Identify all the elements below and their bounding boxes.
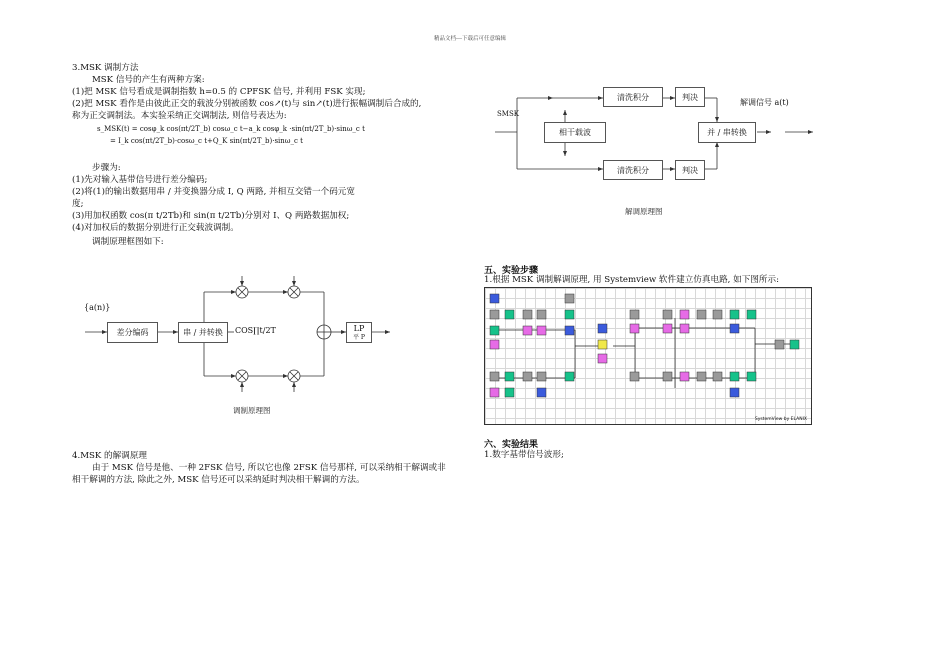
step3-text: (3)用加权函数 cos(π t/2Tb)和 sin(π t/2Tb)分别对 I、Q 两路数据加权; bbox=[72, 211, 350, 221]
item2b-text: 称为正交调制法。本实验采纳正交调制法, 则信号表达为: bbox=[72, 111, 287, 121]
decide-bottom-label: 判决 bbox=[682, 165, 698, 175]
section5-title: 五、实验步骤 bbox=[484, 266, 539, 276]
decide-top-box bbox=[675, 87, 705, 107]
systemview-circuit bbox=[484, 287, 812, 425]
sp-converter-label: 串 / 并转换 bbox=[183, 328, 223, 337]
intro-text: MSK 信号的产生有两种方案: bbox=[92, 75, 205, 85]
systemview-footer: SystemView by ELANIX bbox=[754, 417, 807, 422]
lp-label: LP bbox=[353, 323, 365, 333]
integrate-bottom-box bbox=[603, 160, 663, 180]
section6-title: 六、实验结果 bbox=[484, 440, 539, 450]
formula-line-1: s_MSK(t) = cosφ_k cos(πt/2T_b) cosω_c t−a_k cosφ_k ·sin(πt/2T_b)·sinω_c t bbox=[97, 125, 365, 133]
diff-encoder-box bbox=[107, 322, 158, 343]
circuit-blocks bbox=[485, 288, 811, 424]
cos-label: COS∏t/2T bbox=[235, 326, 276, 335]
carrier-box bbox=[544, 122, 606, 143]
step2-text: (2)将(1)的输出数据用串 / 并变换器分成 I, Q 两路, 并相互交错一个码元宽 bbox=[72, 187, 355, 197]
step5-text: 1.根据 MSK 调制解调原理, 用 Systemview 软件建立仿真电路, 如下图所示: bbox=[484, 275, 780, 285]
diff-encoder-label: 差分编码 bbox=[116, 328, 149, 337]
integrate-top-label: 清洗积分 bbox=[617, 92, 649, 102]
section3-title: 3.MSK 调制方法 bbox=[72, 63, 139, 73]
ps-converter-box bbox=[698, 122, 756, 143]
sp-converter-box bbox=[178, 322, 228, 343]
decide-bottom-box bbox=[675, 160, 705, 180]
smsk-label: SMSK bbox=[497, 110, 519, 118]
lp-box bbox=[346, 322, 372, 343]
steps-title: 步骤为: bbox=[92, 163, 121, 173]
section4-title: 4.MSK 的解调原理 bbox=[72, 451, 148, 461]
item1-text: (1)把 MSK 信号看成是调制指数 h=0.5 的 CPFSK 信号, 并利用 FSK 实现; bbox=[72, 87, 366, 97]
integrate-bottom-label: 清洗积分 bbox=[617, 165, 649, 175]
ps-converter-label: 并 / 串转换 bbox=[707, 128, 747, 137]
integrate-top-box bbox=[603, 87, 663, 107]
result1-text: 1.数字基带信号波形; bbox=[484, 450, 564, 460]
step1-text: (1)先对输入基带信号进行差分编码; bbox=[72, 175, 208, 185]
decide-top-label: 判决 bbox=[682, 92, 698, 102]
step4-text: (4)对加权后的数据分别进行正交载波调制。 bbox=[72, 223, 239, 233]
formula-line-2: = I_k cos(πt/2T_b)·cosω_c t+Q_K sin(πt/2T_b)·sinω_c t bbox=[110, 137, 303, 145]
carrier-label: 相干载波 bbox=[559, 128, 591, 137]
demod-diagram-caption: 解调原理图 bbox=[625, 207, 663, 216]
input-label: {a(n)} bbox=[84, 303, 111, 312]
lp-sub-label: 平 P bbox=[353, 333, 365, 341]
demod-text-1: 由于 MSK 信号是他、一种 2FSK 信号, 所以它也像 2FSK 信号那样, 可以采纳相干解调或非 bbox=[92, 463, 446, 473]
item2-text: (2)把 MSK 看作是由彼此正交的载波分别被函数 cos↗(t)与 sin↗(t)进行振幅调制后合成的, bbox=[72, 99, 422, 109]
demod-text-2: 相干解调的方法, 除此之外, MSK 信号还可以采纳延时判决相干解调的方法。 bbox=[72, 475, 365, 485]
output-label: 解调信号 a(t) bbox=[740, 98, 789, 107]
step2b-text: 度; bbox=[72, 199, 84, 209]
page-header: 精品文档---下载后可任意编辑 bbox=[434, 36, 506, 42]
diagram-intro: 调制原理框图如下: bbox=[92, 237, 164, 247]
mod-diagram-caption: 调制原理图 bbox=[233, 406, 271, 415]
